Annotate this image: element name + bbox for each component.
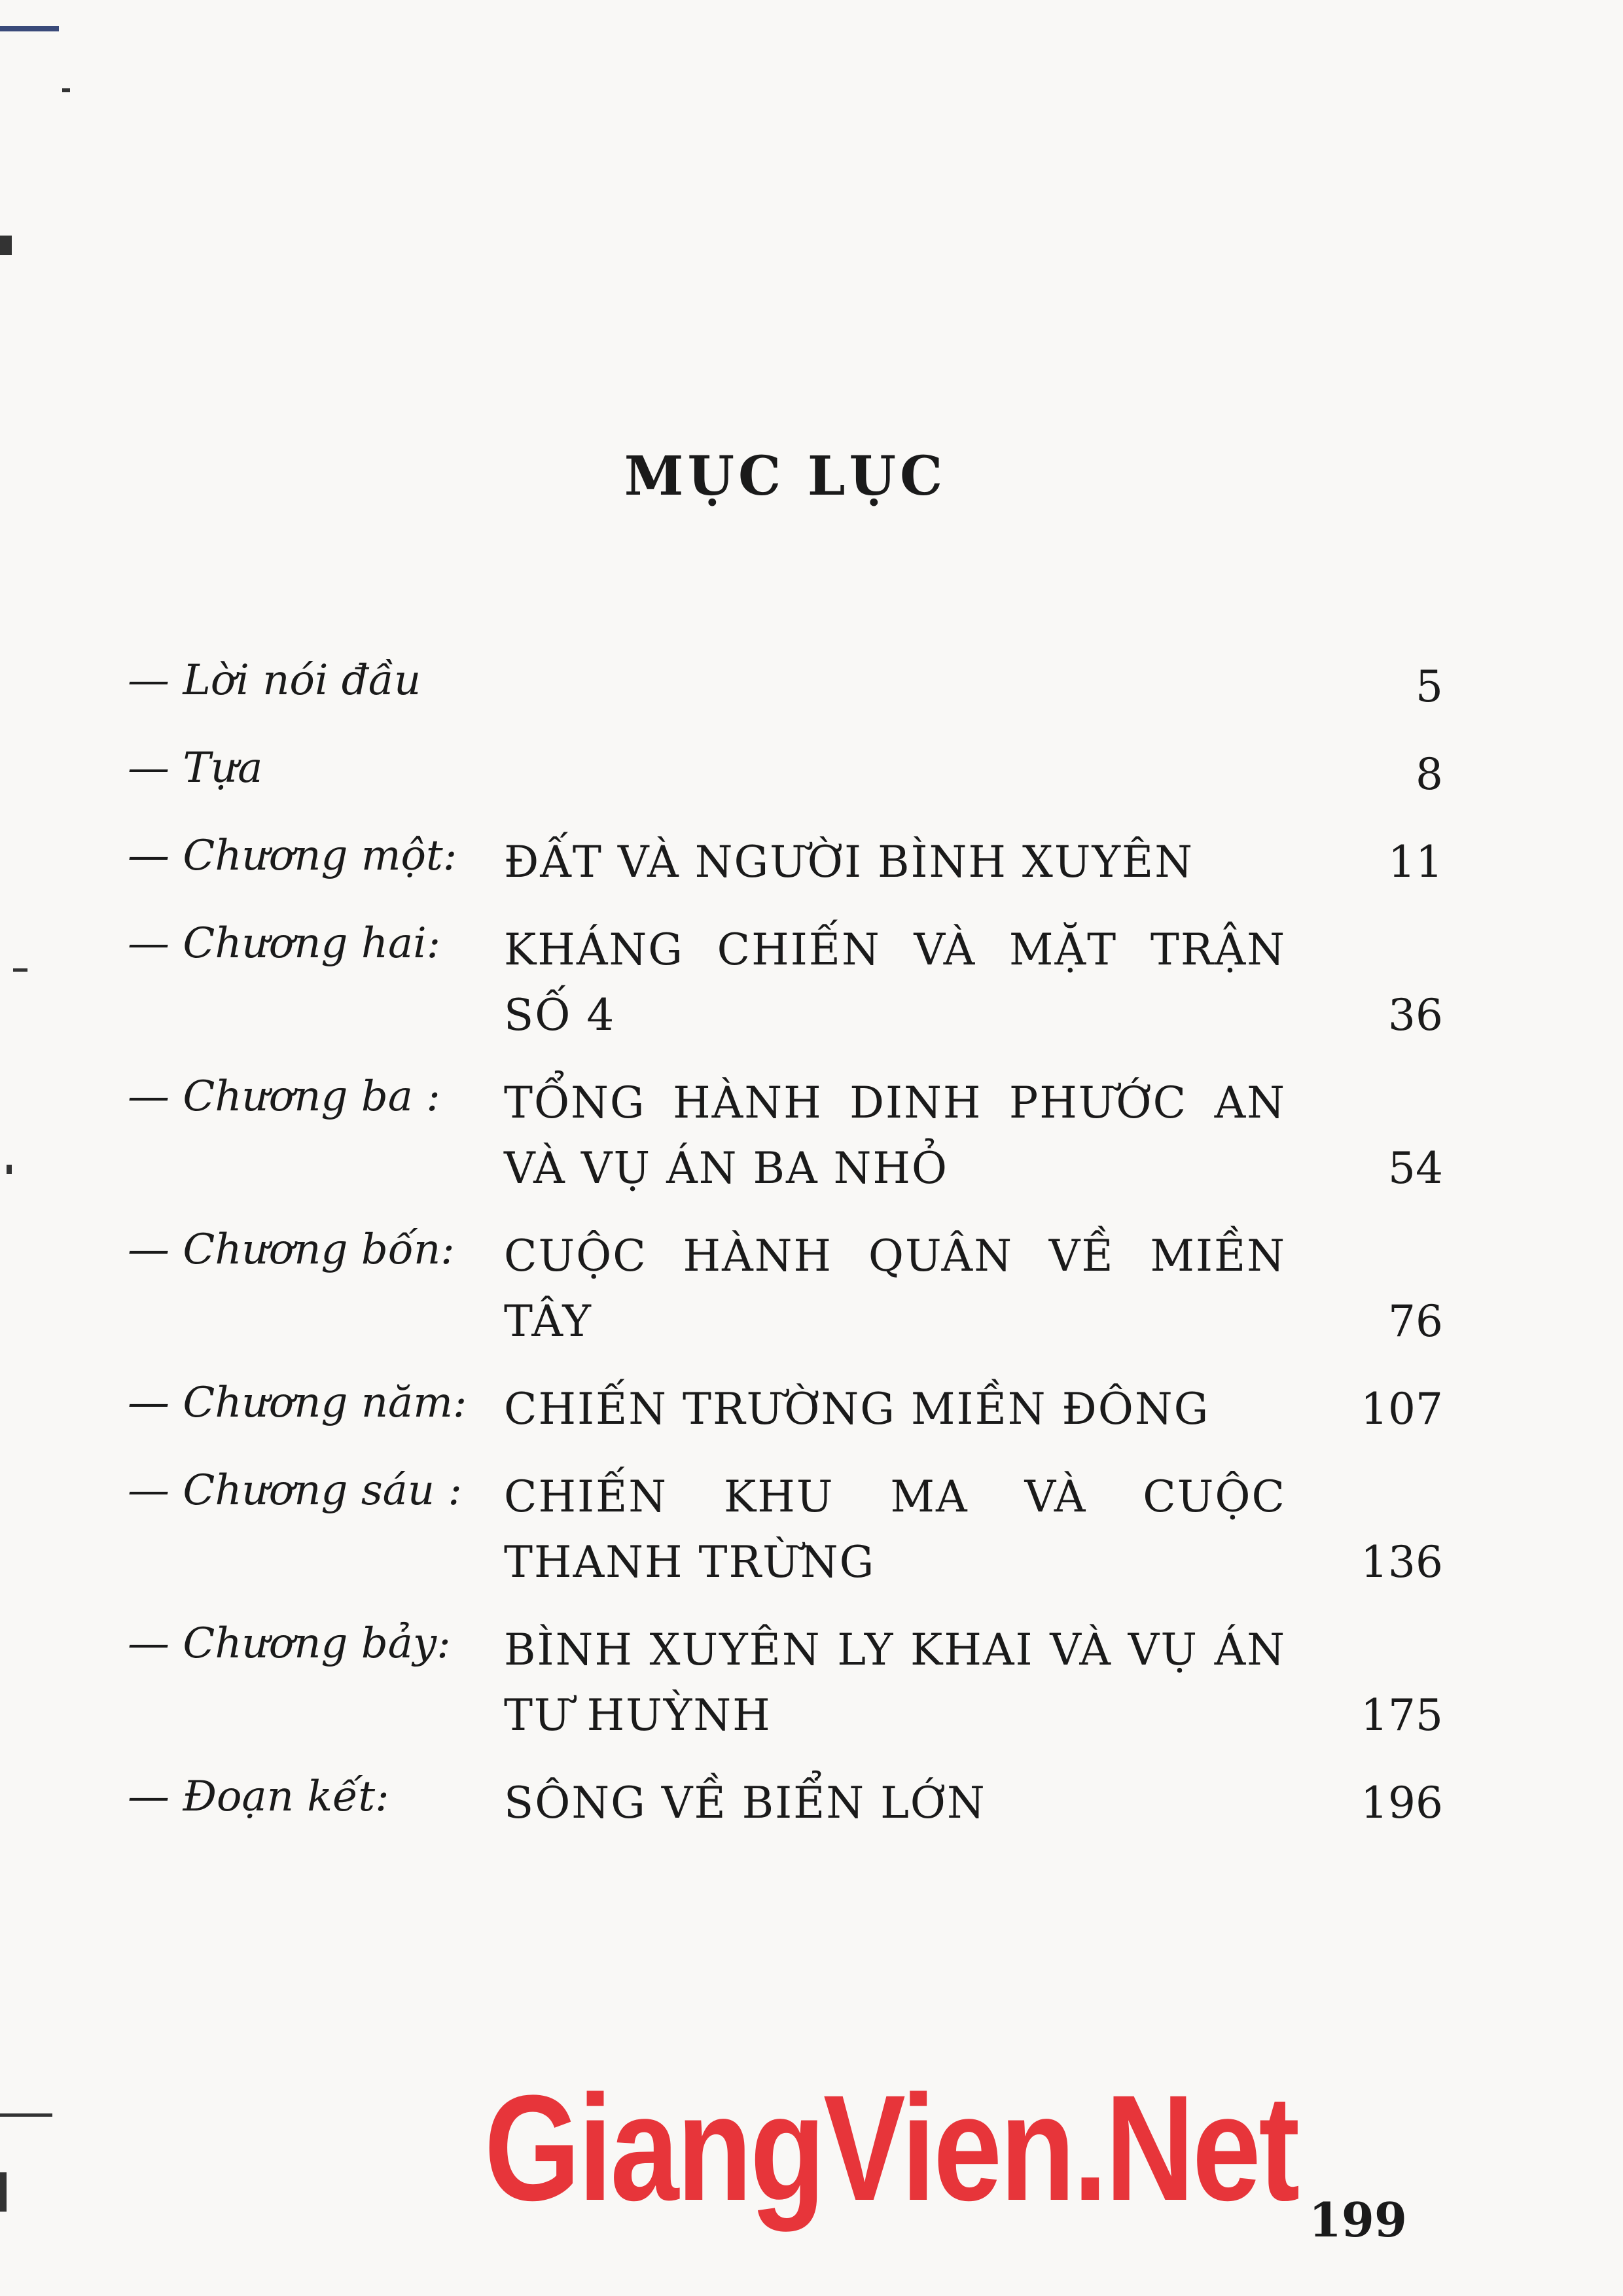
toc-entry-page: 196 <box>1361 1778 1443 1828</box>
page-number: 199 <box>1308 2192 1407 2248</box>
toc-entry-page: 54 <box>1388 1143 1443 1193</box>
toc-entry-page: 36 <box>1388 990 1443 1040</box>
scan-mark <box>0 2113 52 2117</box>
toc-entry <box>128 1377 1443 1442</box>
toc-entry-page: 11 <box>1388 837 1443 887</box>
toc-entry <box>128 1070 1443 1201</box>
toc-entry-title: ĐẤT VÀ NGƯỜI BÌNH XUYÊN <box>504 837 1194 887</box>
toc-entry-label: — Tựa <box>128 744 263 792</box>
toc-entry-page: 8 <box>1416 749 1443 800</box>
toc-entry-title: CHIẾN KHU MA VÀ CUỘC THANH TRỪNG <box>504 1472 1286 1587</box>
scan-mark <box>0 236 12 255</box>
toc-entry <box>128 1464 1443 1595</box>
toc-entry-label: — Chương sáu : <box>128 1466 462 1515</box>
watermark-logo: GiangVien.Net <box>484 2064 1298 2232</box>
toc-entry-title: TỔNG HÀNH DINH PHƯỚC AN VÀ VỤ ÁN BA NHỎ <box>504 1078 1286 1193</box>
toc-entry-title: SÔNG VỀ BIỂN LỚN <box>504 1778 986 1828</box>
scan-mark <box>0 2172 7 2212</box>
toc-entry-page: 76 <box>1388 1296 1443 1347</box>
toc-entry-label: — Chương bốn: <box>128 1226 455 1274</box>
toc-entry-label: — Chương bảy: <box>128 1619 451 1668</box>
toc-entry <box>128 654 1443 720</box>
toc-entry-page: 5 <box>1416 662 1443 712</box>
scan-mark <box>13 968 27 972</box>
toc-entry-page: 136 <box>1361 1537 1443 1587</box>
toc-entry-title: KHÁNG CHIẾN VÀ MẶT TRẬN SỐ 4 <box>504 925 1286 1040</box>
toc-entry-label: — Chương ba : <box>128 1072 440 1121</box>
toc-entry <box>128 742 1443 807</box>
toc-entry-page: 107 <box>1361 1384 1443 1434</box>
toc-entry-label: — Lời nói đầu <box>128 656 421 705</box>
toc-entry <box>128 830 1443 895</box>
scan-mark <box>7 1165 12 1174</box>
toc-entry <box>128 1771 1443 1836</box>
toc-entry-label: — Chương hai: <box>128 919 441 968</box>
scan-mark <box>62 88 70 92</box>
toc-entry <box>128 1224 1443 1354</box>
toc-entry-label: — Đoạn kết: <box>128 1773 389 1821</box>
toc-entry <box>128 917 1443 1048</box>
toc-entry <box>128 1617 1443 1748</box>
toc-entry-title: CHIẾN TRƯỜNG MIỀN ĐÔNG <box>504 1384 1210 1434</box>
toc-entry-title: CUỘC HÀNH QUÂN VỀ MIỀN TÂY <box>504 1231 1286 1347</box>
toc-entry-page: 175 <box>1361 1690 1443 1740</box>
table-of-contents <box>128 654 1443 1858</box>
toc-entry-label: — Chương năm: <box>128 1379 467 1427</box>
page-title: MỤC LỤC <box>624 445 947 508</box>
toc-entry-title: BÌNH XUYÊN LY KHAI VÀ VỤ ÁN TƯ HUỲNH <box>504 1625 1286 1740</box>
toc-entry-label: — Chương một: <box>128 832 457 880</box>
scan-mark <box>0 26 59 31</box>
